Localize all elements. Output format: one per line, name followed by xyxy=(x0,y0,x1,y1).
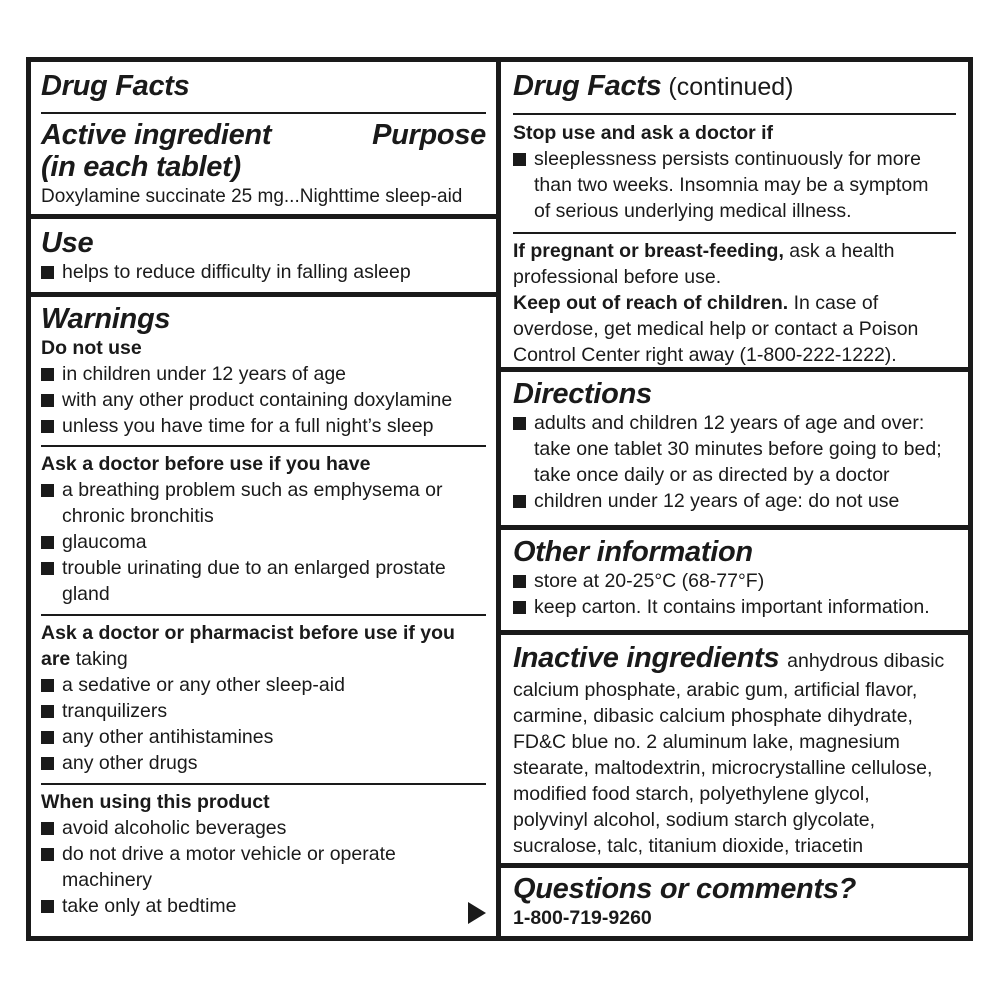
inactive-ingredients-heading xyxy=(513,642,960,677)
inactive-ingredients-panel xyxy=(501,635,968,863)
pregnant-line: professional before use. xyxy=(513,266,722,288)
inactive-line: stearate, maltodextrin, microcrystalline cellulose, xyxy=(513,757,933,779)
continue-arrow-icon xyxy=(468,902,486,924)
inactive-line: calcium phosphate, arabic gum, artificial flavor, xyxy=(513,679,918,701)
list-item: any other drugs xyxy=(41,750,486,776)
list-item: avoid alcoholic beverages xyxy=(41,815,486,841)
questions-panel xyxy=(501,868,968,936)
drug-facts-title: Drug Facts xyxy=(41,70,190,102)
continued-title xyxy=(513,70,956,103)
pregnant-bold: If pregnant or breast-feeding, xyxy=(513,240,784,262)
active-ingredient-panel xyxy=(31,62,496,214)
heading-rest: taking xyxy=(70,648,128,670)
list-item-line: trouble urinating due to an enlarged prostate xyxy=(62,557,446,579)
inactive-line: sucralose, talc, titanium dioxide, triacetin xyxy=(513,835,864,857)
active-ingredient-heading: Active ingredient xyxy=(41,119,272,151)
active-ingredient-subheading: (in each tablet) xyxy=(41,151,241,183)
divider xyxy=(513,113,956,115)
other-information-title: Other information xyxy=(513,536,753,568)
purpose-heading: Purpose xyxy=(372,119,486,151)
divider xyxy=(513,232,956,234)
questions-title: Questions or comments? xyxy=(513,873,857,905)
use-item: helps to reduce difficulty in falling asleep xyxy=(41,259,486,285)
ask-pharmacist-heading: Ask a doctor or pharmacist before use if you xyxy=(41,622,455,644)
ingredient-line xyxy=(41,184,486,210)
divider xyxy=(41,112,486,114)
list-item-line: of serious underlying medical illness. xyxy=(534,200,852,222)
list-item-line: take one tablet 30 minutes before going to bed; xyxy=(534,438,942,460)
list-item: a sedative or any other sleep-aid xyxy=(41,672,486,698)
drug-facts-label xyxy=(26,57,973,941)
ingredient-dots: ... xyxy=(283,186,300,207)
inactive-ingredients-title: Inactive ingredients xyxy=(513,642,780,674)
keep-out-line: Control Center right away (1-800-222-1222). xyxy=(513,344,897,366)
inactive-line: FD&C blue no. 2 aluminum lake, magnesium xyxy=(513,731,900,753)
divider xyxy=(41,445,486,447)
ask-doctor-heading: Ask a doctor before use if you have xyxy=(41,453,371,475)
warnings-title: Warnings xyxy=(41,303,171,335)
keep-out-rest: In case of xyxy=(788,292,879,314)
list-item: children under 12 years of age: do not use xyxy=(513,488,958,514)
continued-title-main: Drug Facts xyxy=(513,70,662,102)
stop-use-heading: Stop use and ask a doctor if xyxy=(513,122,774,144)
list-item-line: take once daily or as directed by a doctor xyxy=(534,464,890,486)
ask-pharmacist-heading-cont xyxy=(41,646,486,672)
list-item: unless you have time for a full night’s sleep xyxy=(41,413,486,439)
list-item-line: sleeplessness persists continuously for more xyxy=(534,148,921,170)
list-item xyxy=(41,477,486,529)
do-not-use-heading: Do not use xyxy=(41,337,142,359)
list-item xyxy=(41,841,486,893)
list-item-line: do not drive a motor vehicle or operate xyxy=(62,843,396,865)
ingredient-purpose: Nighttime sleep-aid xyxy=(299,186,463,207)
list-item: glaucoma xyxy=(41,529,486,555)
pregnant-line xyxy=(513,238,956,264)
list-item-line: adults and children 12 years of age and over: xyxy=(534,412,925,434)
inactive-line: modified food starch, polyethylene glycol, xyxy=(513,783,870,805)
inactive-ingredients-first: anhydrous dibasic xyxy=(787,650,945,672)
questions-phone: 1-800-719-9260 xyxy=(513,907,652,929)
inactive-line: carmine, dibasic calcium phosphate dihydrate, xyxy=(513,705,913,727)
keep-out-line xyxy=(513,290,956,316)
list-item: store at 20-25°C (68-77°F) xyxy=(513,568,958,594)
keep-out-line: overdose, get medical help or contact a Poison xyxy=(513,318,919,340)
list-item-line: chronic bronchitis xyxy=(62,505,214,527)
list-item-line: gland xyxy=(62,583,110,605)
divider xyxy=(41,614,486,616)
use-title: Use xyxy=(41,227,94,259)
list-item: in children under 12 years of age xyxy=(41,361,486,387)
inactive-line: polyvinyl alcohol, sodium starch glycolate, xyxy=(513,809,876,831)
use-panel xyxy=(31,219,496,292)
list-item-line: a breathing problem such as emphysema or xyxy=(62,479,443,501)
list-item: take only at bedtime xyxy=(41,893,486,919)
list-item xyxy=(513,146,956,224)
warnings-panel xyxy=(31,297,496,936)
continued-title-suffix: (continued) xyxy=(661,73,794,101)
list-item: with any other product containing doxylamine xyxy=(41,387,486,413)
continued-panel xyxy=(501,62,968,367)
pregnant-rest: ask a health xyxy=(783,240,895,262)
list-item xyxy=(41,555,486,607)
divider xyxy=(41,783,486,785)
list-item xyxy=(513,410,958,488)
list-item: any other antihistamines xyxy=(41,724,486,750)
heading-bold: are xyxy=(41,648,71,670)
ingredient-name: Doxylamine succinate 25 mg xyxy=(41,186,284,207)
directions-title: Directions xyxy=(513,378,652,410)
list-item: keep carton. It contains important information. xyxy=(513,594,958,620)
list-item-line: than two weeks. Insomnia may be a symptom xyxy=(534,174,929,196)
list-item-line: machinery xyxy=(62,869,152,891)
other-information-panel xyxy=(501,530,968,630)
when-using-heading: When using this product xyxy=(41,791,270,813)
keep-out-bold: Keep out of reach of children. xyxy=(513,292,789,314)
directions-panel xyxy=(501,372,968,525)
list-item: tranquilizers xyxy=(41,698,486,724)
